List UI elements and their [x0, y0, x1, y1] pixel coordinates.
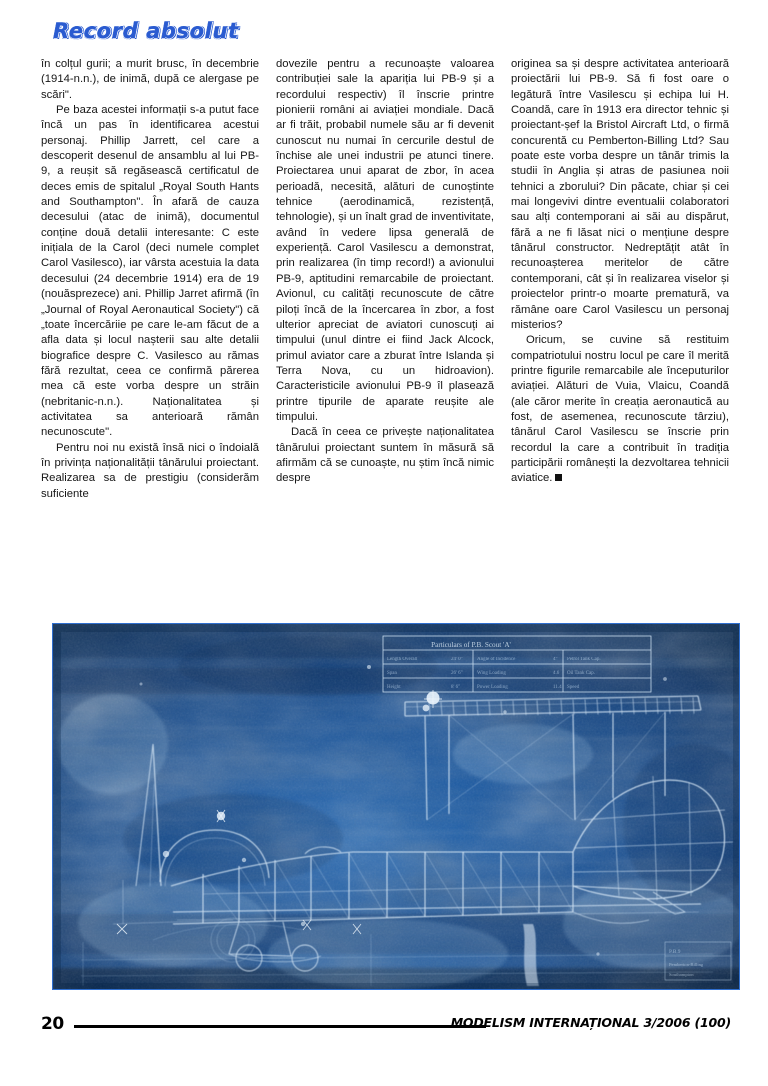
footer-divider [74, 1025, 486, 1028]
svg-text:4.6: 4.6 [553, 671, 560, 676]
page-number: 20 [41, 1014, 64, 1034]
svg-text:P.B.9: P.B.9 [669, 949, 681, 955]
blueprint-illustration [53, 624, 740, 990]
svg-text:Span: Span [387, 671, 397, 676]
svg-text:26' 6": 26' 6" [451, 671, 463, 676]
blueprint-table-title: Particulars of P.B. Scout 'A' [431, 641, 511, 649]
svg-text:Angle of Incidence: Angle of Incidence [477, 657, 516, 662]
blueprint-figure [52, 623, 740, 990]
article-columns [41, 57, 731, 609]
text-column-2 [276, 57, 494, 609]
text-column-3 [511, 57, 729, 609]
svg-text:8' 6": 8' 6" [451, 685, 461, 690]
svg-text:Speed: Speed [567, 685, 580, 690]
svg-text:Power Loading: Power Loading [477, 685, 508, 690]
paragraph: dovezile pentru a recunoaște valoarea contribuției sale la apariția lui PB-9 și a recordului respectiv) îl înscrie printre pionierii români ai aviației mondiale. Dacă ar fi trăit, probabil numele său ar fi devenit cunoscut nu numai în cercurile destul de închise ale unei industrii pe atunci tinere. Proiectarea unui aparat de zbor, în acea perioadă, necesită, alături de cunoștinte tehnice (aerodinamică, rezistență, tehnologie), și un înalt grad de inventivitate, având în vedere lipsa generală de experiență. Carol Vasilescu a demonstrat, prin realizarea (în timp record!) a avionului PB-9, aptitudini remarcabile de proiectant. Avionul, cu calități recunoscute de către piloți încă de la încercarea în zbor, a fost ulterior apreciat de aviatori cunoscuți ai timpului (unul dintre ei fiind Jack Alcock, primul aviator care a zburat între Islanda și Terra Nova, cu un hidroavion). Caracteristicile avionului PB-9 îl plasează printre tipurile de aparate reușite ale timpului. [276, 58, 494, 423]
paragraph-final [511, 333, 729, 486]
paragraph: în colțul gurii; a murit brusc, în decembrie (1914-n.n.), de inimă, după ce alergase pe scări". [41, 58, 259, 101]
text-column-1 [41, 57, 259, 609]
page-title: Record absolut [53, 19, 239, 43]
svg-text:Length Overall: Length Overall [387, 657, 418, 662]
svg-text:Oil Tank Cap.: Oil Tank Cap. [567, 671, 596, 676]
end-of-article-mark [555, 474, 562, 481]
svg-text:Southampton: Southampton [669, 972, 694, 977]
page-footer [41, 1012, 731, 1040]
paragraph: Dacă în ceea ce privește naționalitatea tânărului proiectant suntem în măsură să afirmăm că se cunoaște, nu știm încă nimic despre [276, 426, 494, 485]
paragraph: originea sa și despre activitatea anterioară proiectării lui PB-9. Să fi fost oare o legătură între Vasilescu și echipa lui H. Coandă, care în 1913 era director tehnic și proiectant-șef la Bristol Aircraft Ltd, o firmă concurentă cu Pemberton-Billing Ltd? Sau poate este vorba despre un tânăr trimis la studii în Anglia și atras de pasiunea noii tehnici a zborului? Din păcate, chiar și cei mai longevivi dintre eventualii colaboratori sau alți contemporani ai săi au dispărut, fără a ne fi lăsat nici o mențiune despre tânărul constructor. Nedreptățit atât în recunoașterea meritelor de către contemporani, cât și în realizarea viselor și proiectelor printr-o moarte prematură, va rămâne oare Carol Vasilescu un personaj misterios? [511, 58, 729, 331]
paragraph: Pe baza acestei informații s-a putut face încă un pas în identificarea acestui personaj. Phillip Jarrett, cel care a descoperit desenul de ansamblu al lui PB-9, a reușit să regăsească certificatul de deces emis de spitalul „Royal South Hants and Southampton". În afară de cauza decesului (atac de inimă), documentul conține două detalii interesante: C este inițiala de la Carol (deci numele complet Carol Vasilesco), iar vârsta acestuia la data decesului (24 decembrie 1914) era de 19 (nouăsprezece) ani. Phillip Jarret afirmă (în „Journal of Royal Aeronautical Society") că „toate încercăriie pe care le-am făcut de a afla data și locul nașterii sau alte detalii biografice despre C. Vasilesco au rămas fără rezultat, ceea ce confirmă părerea mea că este vorba despre un străin (nebritanic-n.n.). Naționalitatea și activitatea sa anterioară rămân necunoscute". [41, 104, 259, 439]
svg-text:24' 0": 24' 0" [451, 657, 463, 662]
svg-text:Wing Loading: Wing Loading [477, 671, 506, 676]
paragraph: Pentru noi nu există însă nici o îndoială în privința naționalității tânărului proiectant. Realizarea sa de prestigiu (considerăm suficiente [41, 441, 259, 500]
svg-text:4°: 4° [553, 657, 558, 662]
paragraph-text: Oricum, se cuvine să restituim compatriotului nostru locul pe care îl merită printre figurile remarcabile ale începuturilor aviației. Alături de Vuia, Vlaicu, Coandă (ale căror merite în creația aeronautică au fost, de asemenea, recunoscute târziu), tânărul Carol Vasilescu se înscrie prin recordul la care a contribuit în tradiția participării românești la dezvoltarea tehnicii aviatice. [511, 334, 729, 485]
svg-text:Height: Height [387, 685, 401, 690]
publication-name: MODELISM INTERNAȚIONAL 3/2006 (100) [450, 1015, 731, 1030]
svg-text:Petrol Tank Cap.: Petrol Tank Cap. [567, 657, 601, 662]
svg-text:Pemberton-Billing: Pemberton-Billing [669, 962, 704, 967]
svg-text:11.4: 11.4 [553, 685, 562, 690]
